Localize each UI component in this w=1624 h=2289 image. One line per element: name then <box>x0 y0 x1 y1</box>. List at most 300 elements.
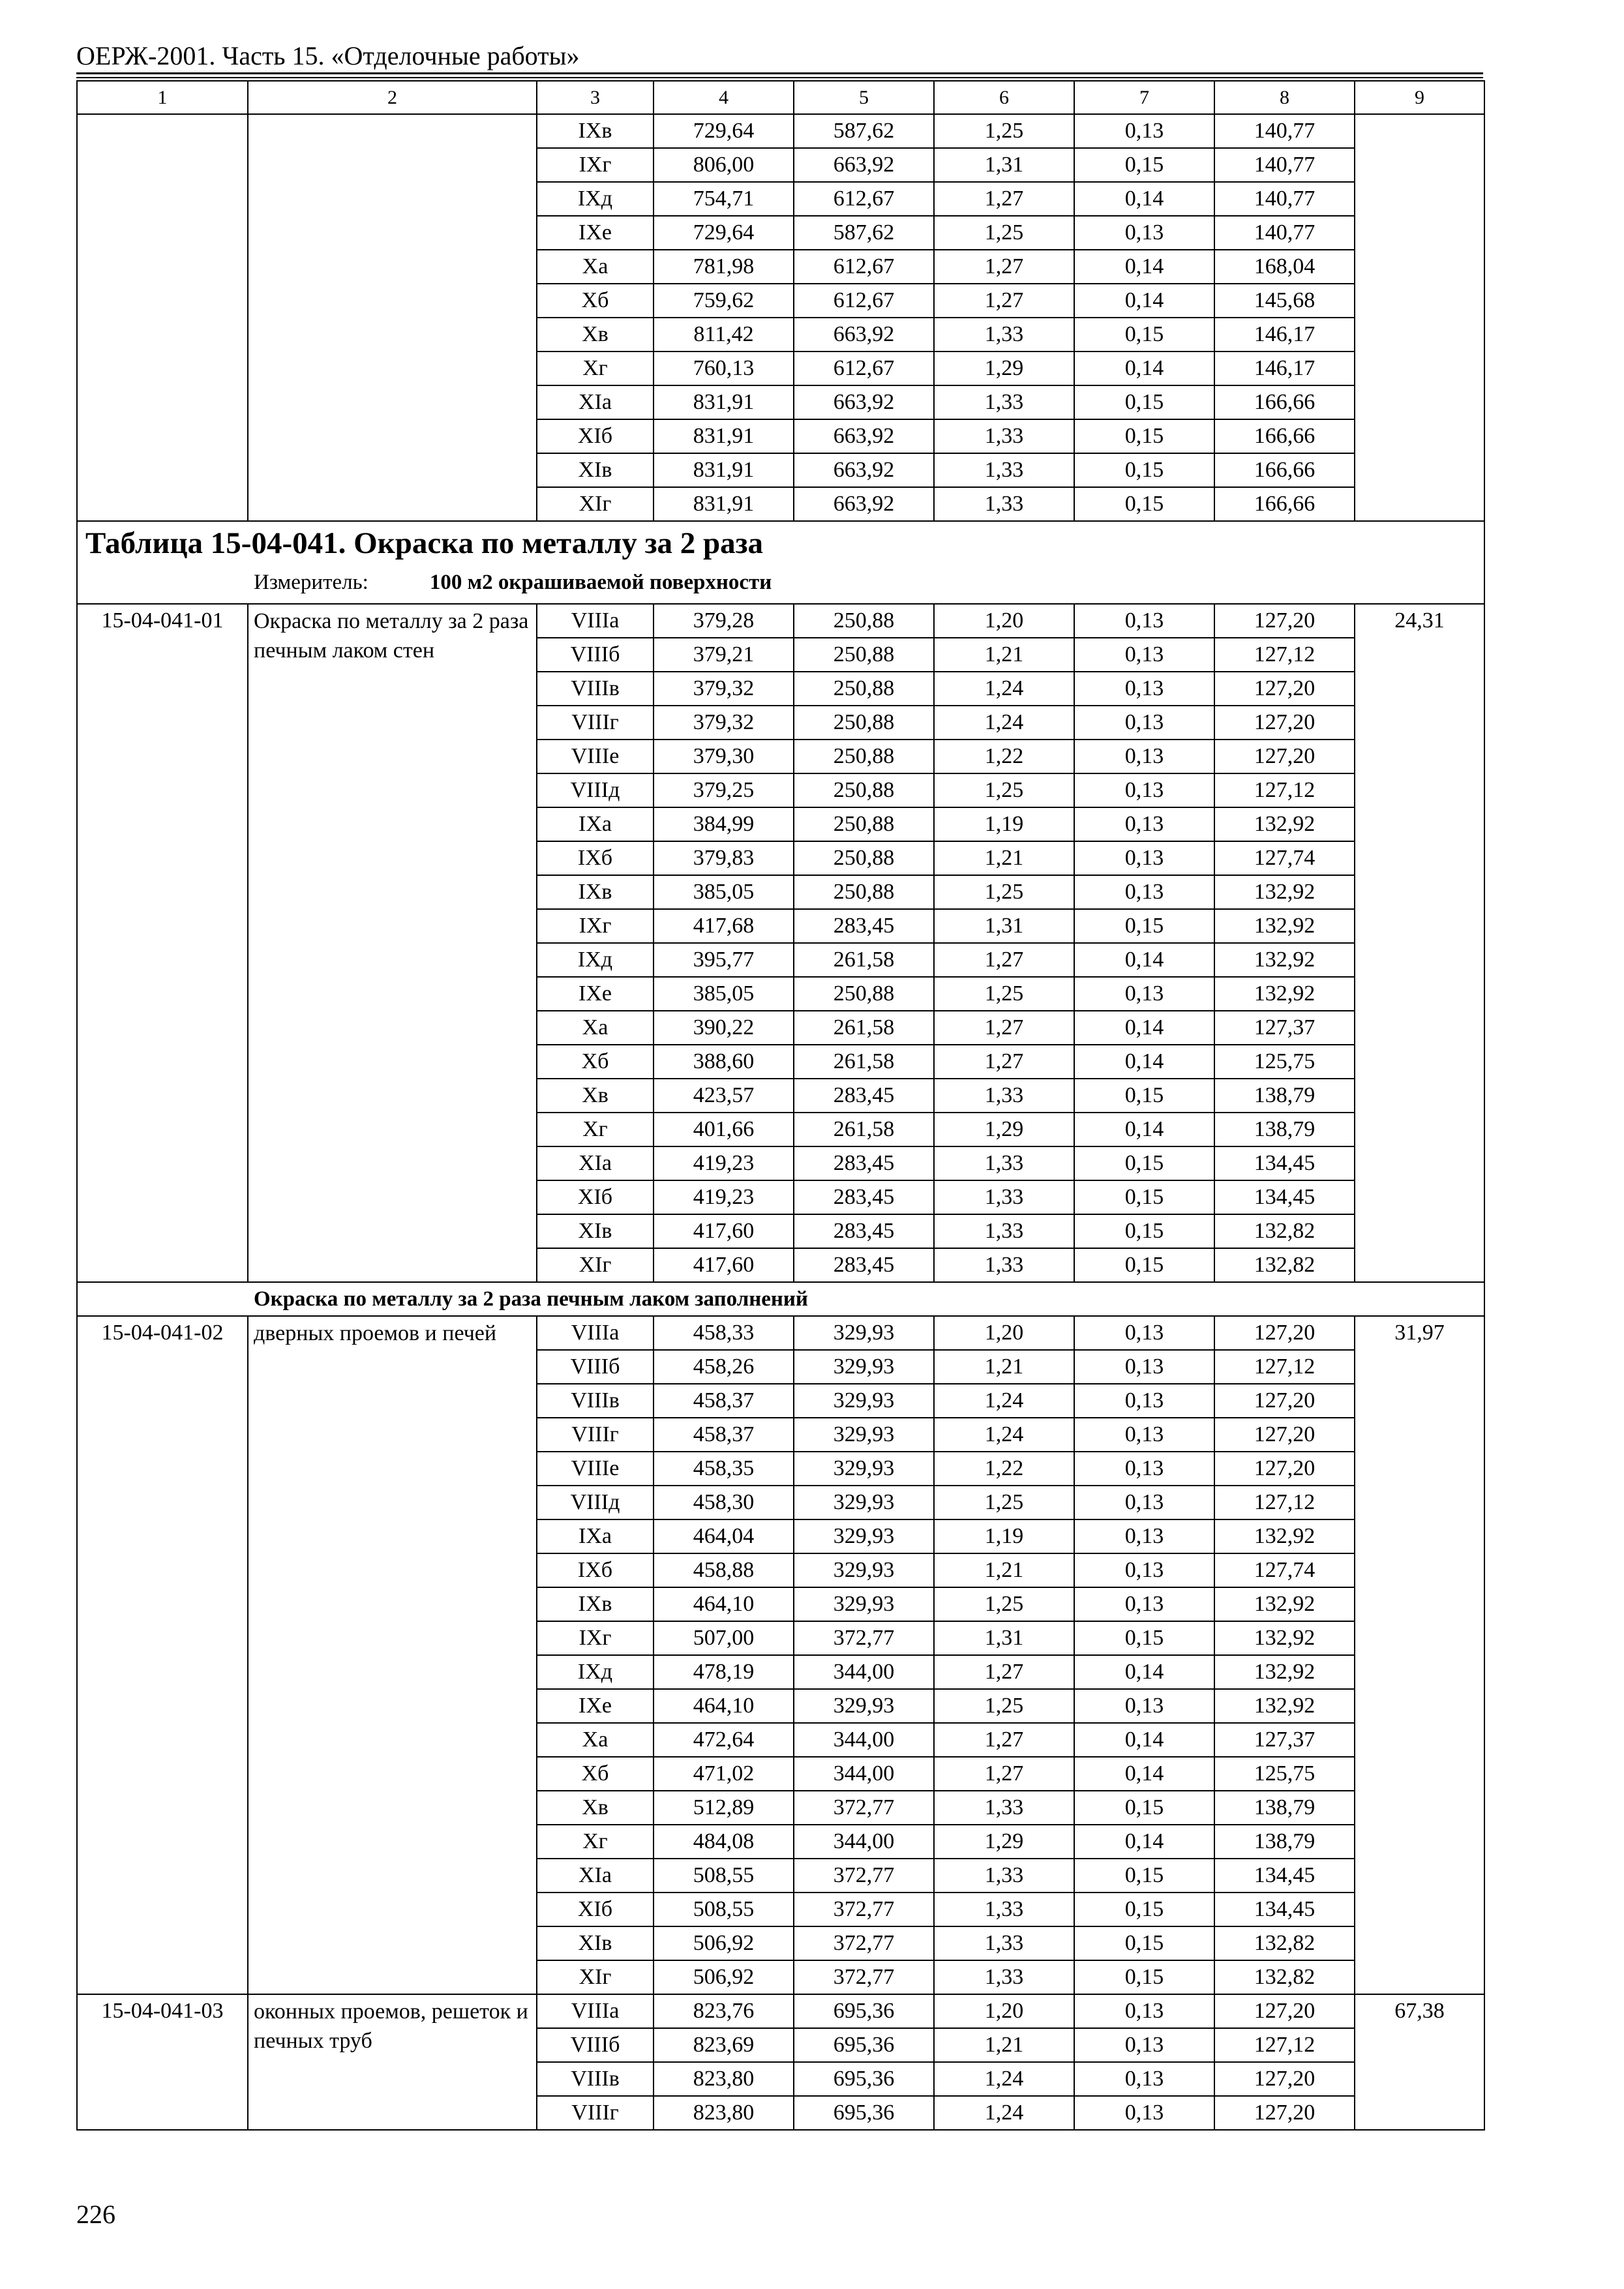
labor-cost: 329,93 <box>794 1316 934 1350</box>
materials-cost: 127,20 <box>1214 1418 1355 1452</box>
total-cost: 385,05 <box>654 977 794 1011</box>
machine-wage: 0,15 <box>1074 385 1214 419</box>
labor-cost: 283,45 <box>794 1079 934 1113</box>
zone-code: VIIIе <box>537 740 654 773</box>
machine-wage: 0,15 <box>1074 318 1214 352</box>
materials-cost: 140,77 <box>1214 182 1355 216</box>
machine-wage: 0,14 <box>1074 1825 1214 1859</box>
materials-cost: 127,74 <box>1214 841 1355 875</box>
machine-cost: 1,33 <box>934 1859 1074 1893</box>
labor-cost: 612,67 <box>794 284 934 318</box>
labor-cost: 250,88 <box>794 841 934 875</box>
total-cost: 388,60 <box>654 1045 794 1079</box>
labor-cost: 329,93 <box>794 1384 934 1418</box>
materials-cost: 132,82 <box>1214 1960 1355 1994</box>
machine-wage: 0,15 <box>1074 1893 1214 1926</box>
machine-cost: 1,33 <box>934 487 1074 521</box>
materials-cost: 166,66 <box>1214 487 1355 521</box>
materials-cost: 127,12 <box>1214 773 1355 807</box>
machine-wage: 0,15 <box>1074 1960 1214 1994</box>
machine-wage: 0,15 <box>1074 419 1214 453</box>
labor-cost: 329,93 <box>794 1486 934 1519</box>
materials-cost: 132,92 <box>1214 977 1355 1011</box>
zone-code: IXб <box>537 1553 654 1587</box>
table-title: Таблица 15-04-041. Окраска по металлу за 2 раза <box>85 526 764 560</box>
zone-code: Xг <box>537 352 654 385</box>
zone-code: Xа <box>537 250 654 284</box>
machine-wage: 0,13 <box>1074 773 1214 807</box>
total-cost: 417,60 <box>654 1248 794 1282</box>
machine-cost: 1,29 <box>934 352 1074 385</box>
zone-code: XIа <box>537 1146 654 1180</box>
unit-value: 100 м2 окрашиваемой поверхности <box>429 571 772 594</box>
total-cost: 507,00 <box>654 1621 794 1655</box>
machine-wage: 0,15 <box>1074 1859 1214 1893</box>
page-header: ОЕРЖ-2001. Часть 15. «Отделочные работы» <box>76 41 580 70</box>
machine-wage: 0,15 <box>1074 453 1214 487</box>
machine-cost: 1,33 <box>934 385 1074 419</box>
labor-cost: 663,92 <box>794 385 934 419</box>
machine-cost: 1,33 <box>934 1214 1074 1248</box>
subsection-row <box>77 1282 1484 1316</box>
machine-wage: 0,13 <box>1074 638 1214 672</box>
total-cost: 419,23 <box>654 1180 794 1214</box>
zone-code: Xб <box>537 1757 654 1791</box>
machine-wage: 0,14 <box>1074 352 1214 385</box>
labor-cost: 344,00 <box>794 1757 934 1791</box>
total-cost: 831,91 <box>654 385 794 419</box>
machine-wage: 0,14 <box>1074 1113 1214 1146</box>
machine-wage: 0,13 <box>1074 672 1214 706</box>
labor-cost: 250,88 <box>794 604 934 638</box>
machine-wage: 0,14 <box>1074 1723 1214 1757</box>
item-code: 15-04-041-03 <box>77 1994 248 2130</box>
machine-wage: 0,13 <box>1074 1418 1214 1452</box>
machine-cost: 1,29 <box>934 1825 1074 1859</box>
zone-code: IXв <box>537 1587 654 1621</box>
machine-cost: 1,24 <box>934 1384 1074 1418</box>
labor-cost: 250,88 <box>794 807 934 841</box>
total-cost: 823,69 <box>654 2028 794 2062</box>
machine-wage: 0,14 <box>1074 250 1214 284</box>
machine-cost: 1,24 <box>934 706 1074 740</box>
total-cost: 417,60 <box>654 1214 794 1248</box>
machine-wage: 0,13 <box>1074 1553 1214 1587</box>
machine-wage: 0,15 <box>1074 487 1214 521</box>
machine-wage: 0,13 <box>1074 1384 1214 1418</box>
zone-code: Xг <box>537 1825 654 1859</box>
total-cost: 379,25 <box>654 773 794 807</box>
column-number: 7 <box>1074 81 1214 114</box>
materials-cost: 127,20 <box>1214 706 1355 740</box>
labor-cost: 250,88 <box>794 740 934 773</box>
item-code: 15-04-041-01 <box>77 604 248 1282</box>
total-cost: 811,42 <box>654 318 794 352</box>
total-cost: 379,32 <box>654 672 794 706</box>
materials-cost: 132,82 <box>1214 1248 1355 1282</box>
materials-cost: 127,12 <box>1214 1486 1355 1519</box>
zone-code: IXе <box>537 216 654 250</box>
zone-code: IXг <box>537 1621 654 1655</box>
machine-cost: 1,27 <box>934 1757 1074 1791</box>
table-row <box>77 114 1484 148</box>
machine-cost: 1,33 <box>934 419 1074 453</box>
item-code: 15-04-041-02 <box>77 1316 248 1994</box>
zone-code: VIIIб <box>537 2028 654 2062</box>
machine-cost: 1,33 <box>934 1926 1074 1960</box>
total-cost: 759,62 <box>654 284 794 318</box>
materials-cost: 138,79 <box>1214 1113 1355 1146</box>
machine-wage: 0,13 <box>1074 740 1214 773</box>
materials-cost: 125,75 <box>1214 1045 1355 1079</box>
zone-code: VIIIб <box>537 638 654 672</box>
machine-cost: 1,27 <box>934 943 1074 977</box>
zone-code: IXв <box>537 114 654 148</box>
machine-wage: 0,13 <box>1074 875 1214 909</box>
table-section-header <box>77 521 1484 604</box>
zone-code: XIа <box>537 1859 654 1893</box>
labor-cost: 663,92 <box>794 148 934 182</box>
machine-wage: 0,15 <box>1074 1926 1214 1960</box>
total-cost: 508,55 <box>654 1859 794 1893</box>
machine-cost: 1,27 <box>934 1045 1074 1079</box>
zone-code: IXд <box>537 1655 654 1689</box>
machine-cost: 1,24 <box>934 2062 1074 2096</box>
total-cost: 458,26 <box>654 1350 794 1384</box>
labor-cost: 663,92 <box>794 318 934 352</box>
materials-cost: 132,92 <box>1214 909 1355 943</box>
labor-cost: 372,77 <box>794 1859 934 1893</box>
materials-cost: 140,77 <box>1214 148 1355 182</box>
materials-cost: 138,79 <box>1214 1791 1355 1825</box>
materials-cost: 132,92 <box>1214 1587 1355 1621</box>
machine-wage: 0,15 <box>1074 1791 1214 1825</box>
labor-cost: 612,67 <box>794 352 934 385</box>
machine-cost: 1,19 <box>934 807 1074 841</box>
machine-wage: 0,13 <box>1074 1519 1214 1553</box>
materials-cost: 127,37 <box>1214 1011 1355 1045</box>
machine-wage: 0,13 <box>1074 216 1214 250</box>
total-cost: 484,08 <box>654 1825 794 1859</box>
zone-code: VIIIв <box>537 1384 654 1418</box>
total-cost: 729,64 <box>654 216 794 250</box>
machine-wage: 0,13 <box>1074 2062 1214 2096</box>
total-cost: 478,19 <box>654 1655 794 1689</box>
column-number-row <box>77 81 1484 114</box>
zone-code: IXг <box>537 909 654 943</box>
materials-cost: 127,20 <box>1214 740 1355 773</box>
labor-cost: 372,77 <box>794 1791 934 1825</box>
labor-cost: 695,36 <box>794 2028 934 2062</box>
machine-cost: 1,25 <box>934 216 1074 250</box>
zone-code: Xв <box>537 318 654 352</box>
machine-cost: 1,31 <box>934 909 1074 943</box>
total-cost: 729,64 <box>654 114 794 148</box>
machine-wage: 0,13 <box>1074 977 1214 1011</box>
zone-code: VIIIг <box>537 2096 654 2130</box>
item-description: Окраска по металлу за 2 раза печным лаком стен <box>248 604 537 1282</box>
materials-cost: 138,79 <box>1214 1825 1355 1859</box>
machine-cost: 1,33 <box>934 1248 1074 1282</box>
machine-wage: 0,15 <box>1074 1180 1214 1214</box>
labor-cost: 372,77 <box>794 1926 934 1960</box>
total-cost: 423,57 <box>654 1079 794 1113</box>
labor-cost: 329,93 <box>794 1689 934 1723</box>
machine-wage: 0,13 <box>1074 1689 1214 1723</box>
machine-wage: 0,14 <box>1074 284 1214 318</box>
total-cost: 506,92 <box>654 1960 794 1994</box>
total-cost: 464,10 <box>654 1689 794 1723</box>
materials-cost: 127,20 <box>1214 672 1355 706</box>
materials-cost: 125,75 <box>1214 1757 1355 1791</box>
machine-wage: 0,13 <box>1074 1316 1214 1350</box>
total-cost: 831,91 <box>654 487 794 521</box>
column-number: 6 <box>934 81 1074 114</box>
machine-wage: 0,13 <box>1074 1350 1214 1384</box>
labor-cost: 612,67 <box>794 182 934 216</box>
machine-wage: 0,13 <box>1074 1486 1214 1519</box>
machine-cost: 1,25 <box>934 1587 1074 1621</box>
machine-cost: 1,33 <box>934 1893 1074 1926</box>
total-cost: 471,02 <box>654 1757 794 1791</box>
machine-cost: 1,21 <box>934 2028 1074 2062</box>
column-number: 8 <box>1214 81 1355 114</box>
machine-wage: 0,13 <box>1074 1994 1214 2028</box>
labor-cost: 695,36 <box>794 2062 934 2096</box>
materials-cost: 166,66 <box>1214 385 1355 419</box>
zone-code: Xг <box>537 1113 654 1146</box>
zone-code: VIIIе <box>537 1452 654 1486</box>
materials-cost: 127,12 <box>1214 1350 1355 1384</box>
zone-code: XIг <box>537 487 654 521</box>
zone-code: VIIIа <box>537 604 654 638</box>
zone-code: IXв <box>537 875 654 909</box>
machine-wage: 0,14 <box>1074 1045 1214 1079</box>
zone-code: IXе <box>537 1689 654 1723</box>
labor-cost: 250,88 <box>794 672 934 706</box>
labor-cost: 695,36 <box>794 2096 934 2130</box>
total-cost: 384,99 <box>654 807 794 841</box>
zone-code: VIIIа <box>537 1994 654 2028</box>
subsection-title: Окраска по металлу за 2 раза печным лаком заполнений <box>77 1282 1484 1316</box>
labor-cost: 329,93 <box>794 1452 934 1486</box>
labor-cost: 250,88 <box>794 706 934 740</box>
machine-wage: 0,14 <box>1074 1011 1214 1045</box>
total-cost: 512,89 <box>654 1791 794 1825</box>
machine-cost: 1,27 <box>934 1011 1074 1045</box>
labor-cost: 344,00 <box>794 1655 934 1689</box>
labor-cost: 329,93 <box>794 1418 934 1452</box>
machine-cost: 1,21 <box>934 1553 1074 1587</box>
labor-cost: 283,45 <box>794 909 934 943</box>
machine-cost: 1,20 <box>934 1316 1074 1350</box>
machine-cost: 1,27 <box>934 250 1074 284</box>
empty-cell <box>248 114 537 521</box>
labor-cost: 663,92 <box>794 453 934 487</box>
zone-code: XIб <box>537 419 654 453</box>
machine-wage: 0,13 <box>1074 1452 1214 1486</box>
labor-cost: 261,58 <box>794 1045 934 1079</box>
labor-cost: 587,62 <box>794 114 934 148</box>
machine-wage: 0,13 <box>1074 2028 1214 2062</box>
labor-cost: 372,77 <box>794 1621 934 1655</box>
materials-cost: 146,17 <box>1214 352 1355 385</box>
total-cost: 385,05 <box>654 875 794 909</box>
total-cost: 806,00 <box>654 148 794 182</box>
machine-wage: 0,13 <box>1074 2096 1214 2130</box>
column-number: 1 <box>77 81 248 114</box>
total-cost: 379,28 <box>654 604 794 638</box>
zone-code: Xа <box>537 1011 654 1045</box>
table-row <box>77 1994 1484 2028</box>
machine-wage: 0,15 <box>1074 1248 1214 1282</box>
machine-cost: 1,33 <box>934 1079 1074 1113</box>
machine-cost: 1,33 <box>934 453 1074 487</box>
materials-cost: 132,92 <box>1214 875 1355 909</box>
materials-cost: 134,45 <box>1214 1859 1355 1893</box>
zone-code: XIб <box>537 1180 654 1214</box>
rates-table <box>76 80 1485 2131</box>
zone-code: XIв <box>537 453 654 487</box>
materials-cost: 166,66 <box>1214 453 1355 487</box>
materials-cost: 132,82 <box>1214 1214 1355 1248</box>
zone-code: IXд <box>537 943 654 977</box>
total-cost: 508,55 <box>654 1893 794 1926</box>
labor-cost: 261,58 <box>794 1011 934 1045</box>
machine-cost: 1,31 <box>934 1621 1074 1655</box>
materials-cost: 127,37 <box>1214 1723 1355 1757</box>
machine-cost: 1,27 <box>934 182 1074 216</box>
labor-cost: 250,88 <box>794 638 934 672</box>
unit-line <box>78 565 1484 600</box>
labor-cost: 695,36 <box>794 1994 934 2028</box>
machine-cost: 1,25 <box>934 977 1074 1011</box>
machine-wage: 0,13 <box>1074 706 1214 740</box>
total-cost: 419,23 <box>654 1146 794 1180</box>
machine-cost: 1,21 <box>934 1350 1074 1384</box>
machine-wage: 0,14 <box>1074 182 1214 216</box>
table-row <box>77 1316 1484 1350</box>
total-cost: 401,66 <box>654 1113 794 1146</box>
zone-code: XIг <box>537 1960 654 1994</box>
total-cost: 464,04 <box>654 1519 794 1553</box>
machine-cost: 1,21 <box>934 638 1074 672</box>
materials-cost: 166,66 <box>1214 419 1355 453</box>
materials-cost: 134,45 <box>1214 1146 1355 1180</box>
labor-cost: 250,88 <box>794 977 934 1011</box>
zone-code: IXб <box>537 841 654 875</box>
labor-cost: 344,00 <box>794 1825 934 1859</box>
materials-cost: 132,92 <box>1214 807 1355 841</box>
zone-code: VIIIд <box>537 773 654 807</box>
labor-cost: 329,93 <box>794 1519 934 1553</box>
zone-code: IXе <box>537 977 654 1011</box>
zone-code: VIIIб <box>537 1350 654 1384</box>
machine-cost: 1,33 <box>934 1180 1074 1214</box>
table-body <box>77 81 1484 2130</box>
machine-cost: 1,25 <box>934 1486 1074 1519</box>
materials-cost: 127,12 <box>1214 638 1355 672</box>
labor-cost: 344,00 <box>794 1723 934 1757</box>
machine-wage: 0,15 <box>1074 1621 1214 1655</box>
zone-code: VIIIа <box>537 1316 654 1350</box>
machine-cost: 1,33 <box>934 318 1074 352</box>
total-cost: 458,37 <box>654 1384 794 1418</box>
column-number: 9 <box>1355 81 1484 114</box>
machine-wage: 0,13 <box>1074 807 1214 841</box>
machine-cost: 1,20 <box>934 604 1074 638</box>
machine-wage: 0,13 <box>1074 1587 1214 1621</box>
machine-cost: 1,27 <box>934 284 1074 318</box>
labor-cost: 329,93 <box>794 1553 934 1587</box>
header-rule-thin <box>76 77 1483 78</box>
total-cost: 831,91 <box>654 453 794 487</box>
machine-cost: 1,24 <box>934 2096 1074 2130</box>
materials-cost: 132,92 <box>1214 1655 1355 1689</box>
machine-cost: 1,27 <box>934 1655 1074 1689</box>
table-row <box>77 604 1484 638</box>
total-cost: 506,92 <box>654 1926 794 1960</box>
machine-cost: 1,25 <box>934 1689 1074 1723</box>
page-number: 226 <box>76 2200 115 2229</box>
machine-cost: 1,25 <box>934 875 1074 909</box>
zone-code: IXд <box>537 182 654 216</box>
header-rule <box>76 72 1483 74</box>
total-cost: 472,64 <box>654 1723 794 1757</box>
column-number: 4 <box>654 81 794 114</box>
column-number: 2 <box>248 81 537 114</box>
column-number: 5 <box>794 81 934 114</box>
total-cost: 781,98 <box>654 250 794 284</box>
machine-cost: 1,24 <box>934 1418 1074 1452</box>
zone-code: IXа <box>537 1519 654 1553</box>
machine-cost: 1,22 <box>934 1452 1074 1486</box>
machine-wage: 0,13 <box>1074 604 1214 638</box>
zone-code: VIIIг <box>537 1418 654 1452</box>
zone-code: XIв <box>537 1214 654 1248</box>
materials-cost: 134,45 <box>1214 1893 1355 1926</box>
materials-cost: 140,77 <box>1214 216 1355 250</box>
column-number: 3 <box>537 81 654 114</box>
labor-cost: 250,88 <box>794 773 934 807</box>
machine-cost: 1,29 <box>934 1113 1074 1146</box>
total-cost: 754,71 <box>654 182 794 216</box>
labor-cost: 329,93 <box>794 1587 934 1621</box>
zone-code: XIб <box>537 1893 654 1926</box>
machine-cost: 1,22 <box>934 740 1074 773</box>
labor-cost: 250,88 <box>794 875 934 909</box>
materials-cost: 140,77 <box>1214 114 1355 148</box>
total-cost: 379,21 <box>654 638 794 672</box>
total-cost: 379,83 <box>654 841 794 875</box>
materials-cost: 127,20 <box>1214 1384 1355 1418</box>
machine-wage: 0,14 <box>1074 943 1214 977</box>
total-cost: 831,91 <box>654 419 794 453</box>
machine-cost: 1,24 <box>934 672 1074 706</box>
machine-cost: 1,33 <box>934 1146 1074 1180</box>
labor-cost: 283,45 <box>794 1214 934 1248</box>
materials-cost: 127,20 <box>1214 1452 1355 1486</box>
total-cost: 395,77 <box>654 943 794 977</box>
zone-code: Xа <box>537 1723 654 1757</box>
machine-wage: 0,14 <box>1074 1757 1214 1791</box>
zone-code: Xв <box>537 1079 654 1113</box>
machine-wage: 0,13 <box>1074 114 1214 148</box>
materials-cost: 127,20 <box>1214 604 1355 638</box>
total-cost: 760,13 <box>654 352 794 385</box>
total-cost: 464,10 <box>654 1587 794 1621</box>
zone-code: Xв <box>537 1791 654 1825</box>
